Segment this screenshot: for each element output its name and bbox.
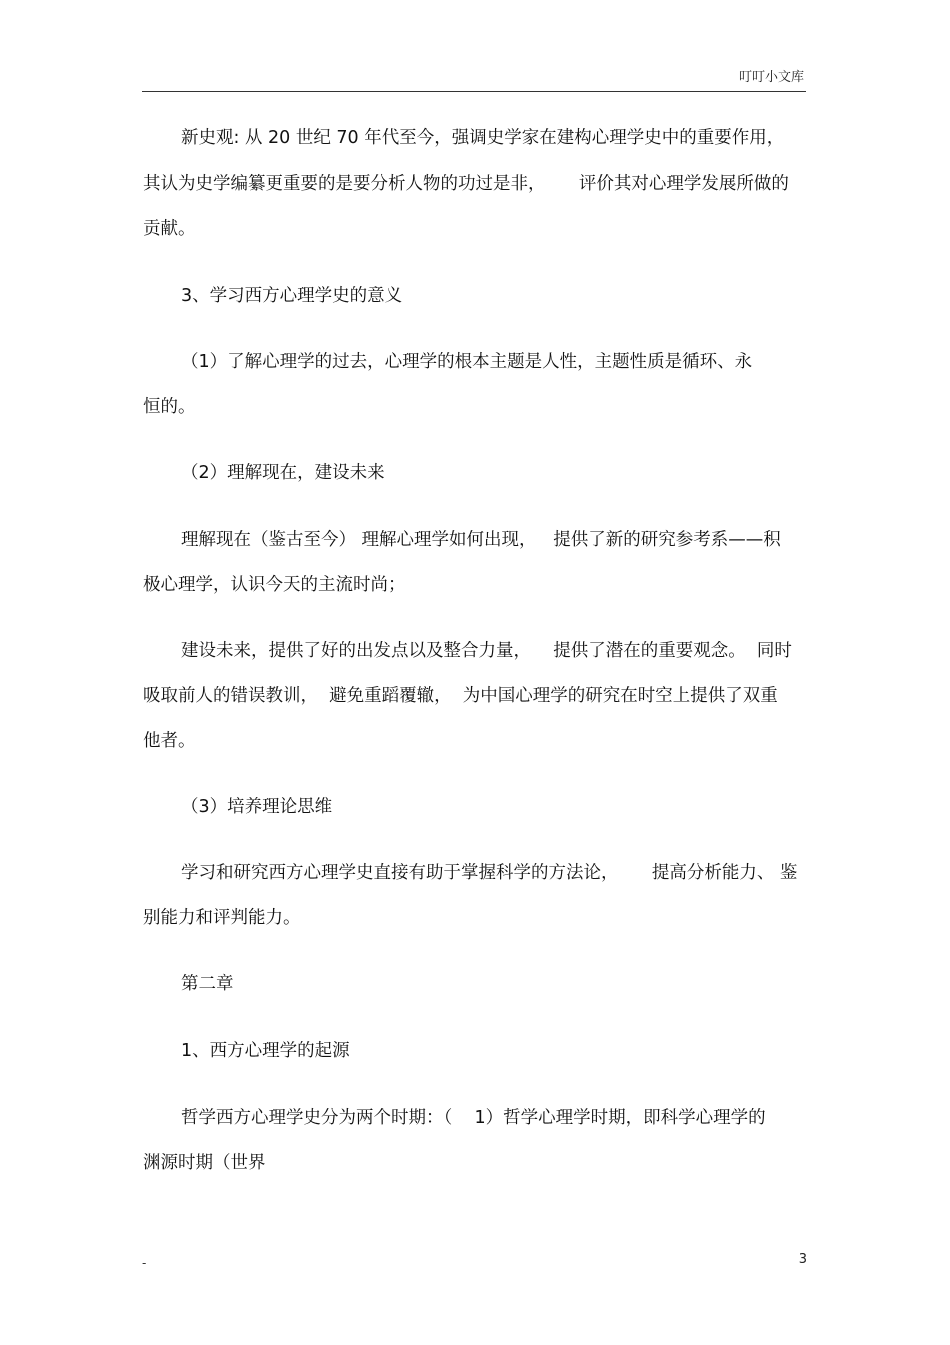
- paragraph-line: 学习和研究西方心理学史直接有助于掌握科学的方法论， 提高分析能力、 鉴: [181, 863, 798, 883]
- header-rule: [142, 91, 806, 92]
- paragraph-line: 渊源时期（世界: [143, 1153, 266, 1173]
- paragraph-line: 极心理学，认识今天的主流时尚；: [143, 575, 406, 595]
- paragraph-line: 贡献。: [143, 219, 196, 239]
- paragraph-line: 其认为史学编纂更重要的是要分析人物的功过是非， 评价其对心理学发展所做的: [143, 174, 789, 194]
- paragraph-line: 别能力和评判能力。: [143, 908, 301, 928]
- chapter-heading: 第二章: [181, 974, 234, 994]
- page-number: 3: [798, 1252, 807, 1267]
- paragraph-line: 吸取前人的错误教训， 避免重蹈覆辙， 为中国心理学的研究在时空上提供了双重: [143, 686, 778, 706]
- list-item-line: （1）了解心理学的过去，心理学的根本主题是人性，主题性质是循环、永: [181, 352, 753, 372]
- paragraph-line: 新史观: 从 20 世纪 70 年代至今，强调史学家在建构心理学史中的重要作用，: [181, 128, 785, 148]
- footer-dash: -: [142, 1256, 147, 1270]
- list-item-line: （2）理解现在，建设未来: [181, 463, 385, 483]
- list-item-line: 恒的。: [143, 397, 196, 417]
- list-item-line: （3）培养理论思维: [181, 797, 333, 817]
- header-brand: 叮叮小文库: [738, 70, 804, 85]
- paragraph-line: 哲学西方心理学史分为两个时期：（ 1）哲学心理学时期，即科学心理学的: [181, 1108, 766, 1128]
- section-heading: 1、西方心理学的起源: [181, 1041, 350, 1061]
- section-heading: 3、学习西方心理学史的意义: [181, 286, 403, 306]
- paragraph-line: 建设未来，提供了好的出发点以及整合力量， 提供了潜在的重要观念。 同时: [181, 641, 792, 661]
- paragraph-line: 理解现在（鉴古至今） 理解心理学如何出现， 提供了新的研究参考系——积: [181, 530, 781, 550]
- paragraph-line: 他者。: [143, 731, 196, 751]
